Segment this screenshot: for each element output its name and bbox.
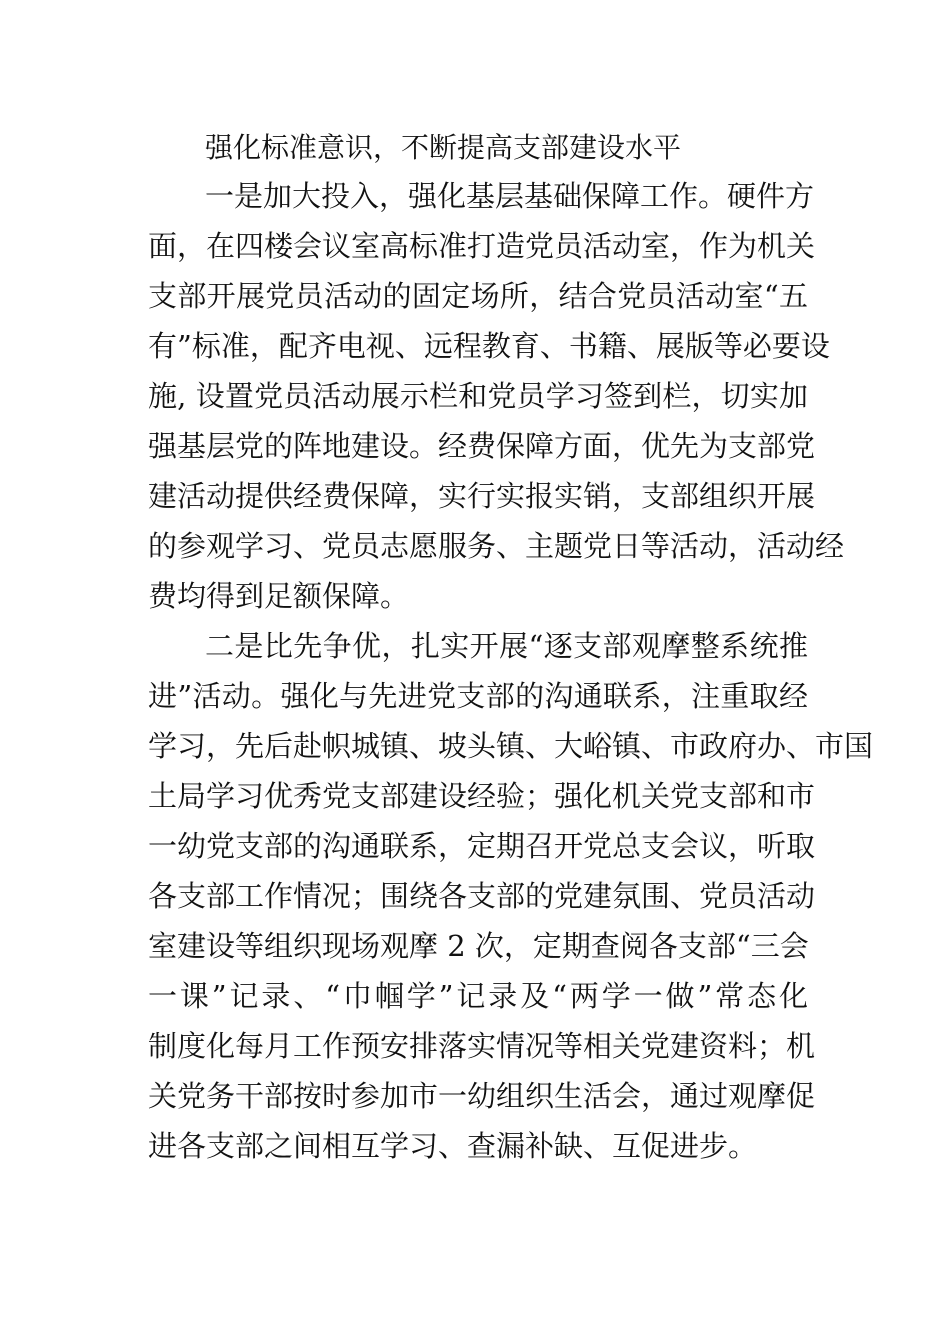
paragraph-line: 学习，先后赴帜城镇、坡头镇、大峪镇、市政府办、市国 xyxy=(148,729,874,763)
paragraph-line: 土局学习优秀党支部建设经验；强化机关党支部和市 xyxy=(148,779,816,813)
paragraph-line: 支部开展党员活动的固定场所，结合党员活动室“五 xyxy=(148,279,808,313)
paragraph-line: 强基层党的阵地建设。经费保障方面，优先为支部党 xyxy=(148,429,816,463)
section-heading: 强化标准意识，不断提高支部建设水平 xyxy=(205,131,682,164)
paragraph-line: 室建设等组织现场观摩 2 次，定期查阅各支部“三会 xyxy=(148,929,809,963)
paragraph-line: 关党务干部按时参加市一幼组织生活会，通过观摩促 xyxy=(148,1079,816,1113)
paragraph-line: 一是加大投入，强化基层基础保障工作。硬件方 xyxy=(205,179,815,213)
paragraph-line: 二是比先争优，扎实开展“逐支部观摩整系统推 xyxy=(205,629,808,663)
paragraph-line: 各支部工作情况；围绕各支部的党建氛围、党员活动 xyxy=(148,879,816,913)
paragraph-line: 建活动提供经费保障，实行实报实销，支部组织开展 xyxy=(148,479,816,513)
paragraph-line: 一幼党支部的沟通联系，定期召开党总支会议，听取 xyxy=(148,829,816,863)
paragraph-line: 进”活动。强化与先进党支部的沟通联系，注重取经 xyxy=(148,679,808,713)
paragraph-line: 有”标准，配齐电视、远程教育、书籍、展版等必要设 xyxy=(148,329,830,363)
paragraph-line: 面，在四楼会议室高标准打造党员活动室，作为机关 xyxy=(148,229,816,263)
paragraph-line: 一课”记录、“巾帼学”记录及“两学一做”常态化 xyxy=(148,979,808,1013)
paragraph-line: 费均得到足额保障。 xyxy=(148,579,410,613)
paragraph-line: 的参观学习、党员志愿服务、主题党日等活动，活动经 xyxy=(148,529,845,563)
paragraph-line: 制度化每月工作预安排落实情况等相关党建资料；机 xyxy=(148,1029,816,1063)
paragraph-line: 施, 设置党员活动展示栏和党员学习签到栏，切实加 xyxy=(148,379,808,413)
document-body xyxy=(148,125,874,1171)
paragraph-line: 进各支部之间相互学习、查漏补缺、互促进步。 xyxy=(148,1129,758,1163)
paragraph-1 xyxy=(148,171,845,621)
paragraph-2 xyxy=(148,621,874,1171)
